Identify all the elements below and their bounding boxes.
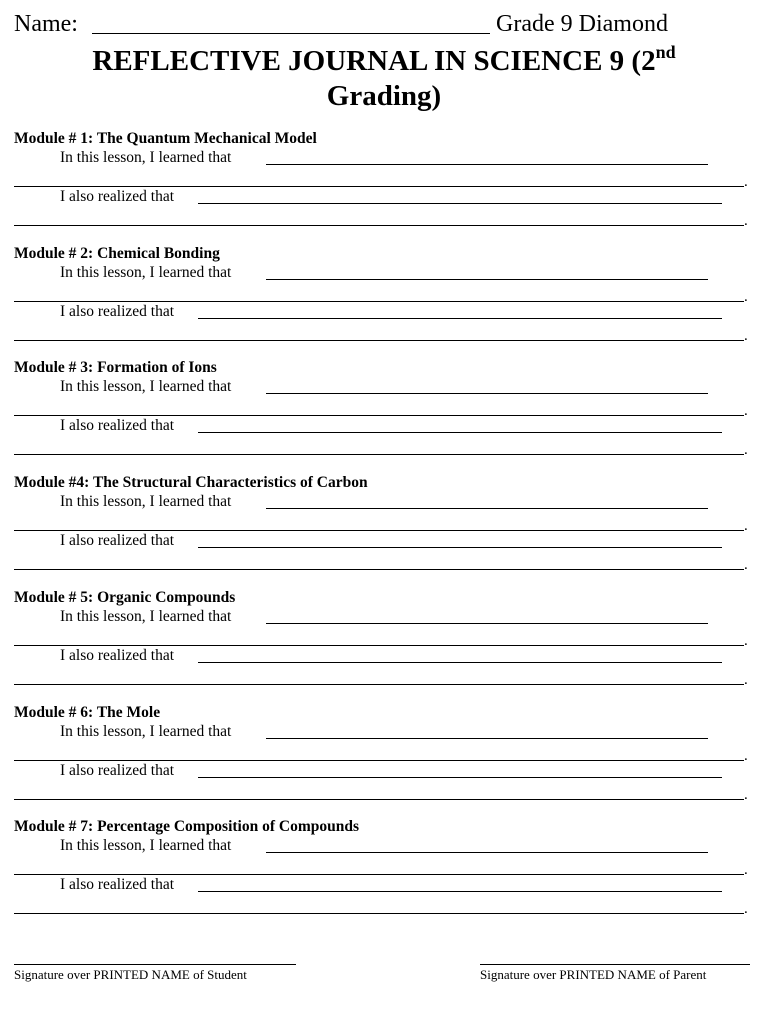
realized-continuation-line[interactable] <box>14 569 744 570</box>
learned-continuation-line[interactable] <box>14 186 744 187</box>
module-title: Module # 7: Percentage Composition of Compounds <box>14 818 360 835</box>
learned-prompt: In this lesson, I learned that <box>60 723 232 740</box>
realized-continuation-line[interactable] <box>14 340 744 341</box>
period-mark: . <box>744 787 748 803</box>
learned-prompt: In this lesson, I learned that <box>60 493 232 510</box>
learned-prompt: In this lesson, I learned that <box>60 149 232 166</box>
realized-prompt: I also realized that <box>60 532 175 549</box>
learned-continuation-line[interactable] <box>14 874 744 875</box>
name-input-line[interactable] <box>92 33 490 34</box>
period-mark: . <box>744 328 748 344</box>
learned-input-line[interactable] <box>266 164 708 165</box>
period-mark: . <box>744 748 748 764</box>
learned-input-line[interactable] <box>266 393 708 394</box>
realized-input-line[interactable] <box>198 547 722 548</box>
realized-input-line[interactable] <box>198 203 722 204</box>
period-mark: . <box>744 403 748 419</box>
module-title: Module #4: The Structural Characteristics of Carbon <box>14 474 368 491</box>
parent-signature-line[interactable] <box>480 964 750 965</box>
page-title <box>0 44 768 114</box>
learned-continuation-line[interactable] <box>14 530 744 531</box>
realized-input-line[interactable] <box>198 777 722 778</box>
title-main: REFLECTIVE JOURNAL IN SCIENCE 9 (2 <box>92 45 656 77</box>
realized-input-line[interactable] <box>198 318 722 319</box>
period-mark: . <box>744 213 748 229</box>
learned-input-line[interactable] <box>266 279 708 280</box>
period-mark: . <box>744 672 748 688</box>
grade-label: Grade 9 Diamond <box>496 11 668 37</box>
realized-input-line[interactable] <box>198 432 722 433</box>
realized-continuation-line[interactable] <box>14 684 744 685</box>
realized-prompt: I also realized that <box>60 762 175 779</box>
title-superscript: nd <box>655 42 676 62</box>
realized-continuation-line[interactable] <box>14 799 744 800</box>
period-mark: . <box>744 557 748 573</box>
name-label: Name: <box>14 11 78 37</box>
realized-prompt: I also realized that <box>60 303 175 320</box>
module-title: Module # 3: Formation of Ions <box>14 359 217 376</box>
module-title: Module # 2: Chemical Bonding <box>14 245 220 262</box>
learned-continuation-line[interactable] <box>14 645 744 646</box>
learned-continuation-line[interactable] <box>14 760 744 761</box>
learned-input-line[interactable] <box>266 852 708 853</box>
learned-prompt: In this lesson, I learned that <box>60 264 232 281</box>
learned-input-line[interactable] <box>266 623 708 624</box>
realized-continuation-line[interactable] <box>14 225 744 226</box>
realized-input-line[interactable] <box>198 891 722 892</box>
period-mark: . <box>744 862 748 878</box>
learned-prompt: In this lesson, I learned that <box>60 378 232 395</box>
period-mark: . <box>744 518 748 534</box>
learned-input-line[interactable] <box>266 508 708 509</box>
period-mark: . <box>744 633 748 649</box>
learned-continuation-line[interactable] <box>14 301 744 302</box>
realized-continuation-line[interactable] <box>14 454 744 455</box>
module-title: Module # 5: Organic Compounds <box>14 589 236 606</box>
realized-input-line[interactable] <box>198 662 722 663</box>
student-signature-line[interactable] <box>14 964 296 965</box>
period-mark: . <box>744 442 748 458</box>
module-title: Module # 1: The Quantum Mechanical Model <box>14 130 317 147</box>
period-mark: . <box>744 289 748 305</box>
title-line2: Grading) <box>326 80 442 112</box>
realized-prompt: I also realized that <box>60 188 175 205</box>
realized-prompt: I also realized that <box>60 647 175 664</box>
learned-prompt: In this lesson, I learned that <box>60 837 232 854</box>
realized-prompt: I also realized that <box>60 876 175 893</box>
realized-prompt: I also realized that <box>60 417 175 434</box>
parent-signature-label: Signature over PRINTED NAME of Parent <box>480 967 707 982</box>
learned-continuation-line[interactable] <box>14 415 744 416</box>
module-title: Module # 6: The Mole <box>14 704 161 721</box>
learned-input-line[interactable] <box>266 738 708 739</box>
period-mark: . <box>744 901 748 917</box>
learned-prompt: In this lesson, I learned that <box>60 608 232 625</box>
realized-continuation-line[interactable] <box>14 913 744 914</box>
student-signature-label: Signature over PRINTED NAME of Student <box>14 967 247 982</box>
period-mark: . <box>744 174 748 190</box>
